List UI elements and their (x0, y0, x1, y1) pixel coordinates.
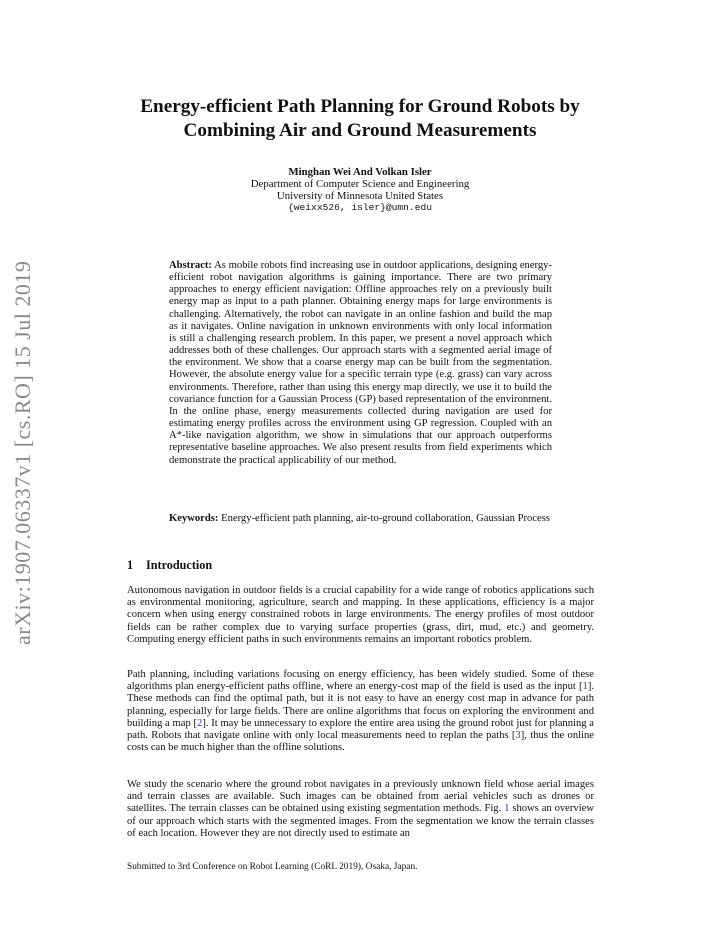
author-department: Department of Computer Science and Engineering (250, 178, 470, 190)
p2-text-d: ], thus the online costs can be much higher than the offline solutions. (127, 730, 594, 754)
paper-title (100, 95, 620, 143)
intro-paragraph-2 (127, 669, 594, 754)
p2-text-c: ]. It may be unnecessary to explore the entire area using the ground robot just for planning a path. Robots that navigate online with only local measurements need to replan the paths [ (127, 717, 594, 742)
author-names: Minghan Wei And Volkan Isler (288, 166, 432, 178)
author-university: University of Minnesota United States (276, 190, 444, 202)
citation-link-2[interactable]: 2 (197, 717, 203, 729)
p3-text-a: We study the scenario where the ground robot navigates in a previously unknown field whose aerial images and terrain classes are available. Such images can be obtained from aerial vehicles such as drones or satellites. The terrain classes can be obtained using existing segmentation methods. Fig. (127, 779, 594, 815)
intro-paragraph-1: Autonomous navigation in outdoor fields is a crucial capability for a wide range of robotics applications such as environmental monitoring, agriculture, search and mapping. In these applications, efficiency is a major concern when using energy constrained robots in large environments. The energy profiles of most outdoor fields can be rather complex due to varying surface properties (grass, dirt, mud, etc.) and geometry. Computing energy efficient paths in such environments remains an important robotics problem. (127, 585, 594, 645)
keywords (169, 513, 552, 525)
section-title: Introduction (146, 558, 213, 572)
section-heading (127, 558, 212, 573)
p2-text-a: Path planning, including variations focusing on energy efficiency, has been widely studied. Some of these algorithms plan energy-efficient paths offline, where an energy-cost map of the field is used as the input [ (127, 669, 594, 693)
section-number: 1 (127, 558, 134, 572)
p3-text-b: shows an overview of our approach which starts with the segmented images. From the segmentation we know the terrain classes of each location. However they are not directly used to estimate an (127, 803, 594, 839)
p2-text-b: ]. These methods can find the optimal path, but it is not easy to have an energy cost map in advance for path planning, especially for large fields. There are online algorithms that focus on exploring the environment and building a map [ (127, 681, 594, 729)
intro-paragraph-3 (127, 779, 594, 840)
author-email: {weixx526, isler}@umn.edu (288, 202, 432, 213)
keywords-label: Keywords: (169, 513, 219, 524)
abstract-label: Abstract: (169, 260, 212, 271)
title-line-2: Combining Air and Ground Measurements (183, 120, 537, 141)
author-block (180, 166, 540, 214)
keywords-text: Energy-efficient path planning, air-to-ground collaboration, Gaussian Process (221, 513, 550, 524)
title-line-1: Energy-efficient Path Planning for Ground Robots by (140, 96, 580, 117)
footer-note: Submitted to 3rd Conference on Robot Learning (CoRL 2019), Osaka, Japan. (127, 862, 418, 872)
abstract (169, 260, 552, 467)
citation-link-1[interactable]: 1 (582, 681, 588, 693)
citation-link-3[interactable]: 3 (515, 730, 521, 742)
figure-link-1[interactable]: 1 (504, 803, 510, 815)
abstract-text: As mobile robots find increasing use in outdoor applications, designing energy-efficient robot navigation algorithms is gaining importance. There are two primary approaches to energy efficient navigation: Offline approaches rely on a previously built energy map as input to a path planner. Obtaining energy maps for large environments is challenging. Alternatively, the robot can navigate in an online fashion and build the map as it navigates. Online navigation in unknown environments with only local information is still a challenging research problem. In this paper, we present a novel approach which addresses both of these challenges. Our approach starts with a segmented aerial image of the environment. We show that a coarse energy map can be built from the segmentation. However, the absolute energy value for a specific terrain type (e.g. grass) can vary across environments. Therefore, rather than using this energy map directly, we use it to build the covariance function for a Gaussian Process (GP) based representation of the environment. In the online phase, energy measurements collected during navigation are used for estimating energy profiles across the environment using GP regression. Coupled with an A*-like navigation algorithm, we show in simulations that our approach outperforms representative baseline approaches. We also present results from field experiments which demonstrate the practical applicability of our method. (169, 260, 552, 466)
arxiv-side-stamp: arXiv:1907.06337v1 [cs.RO] 15 Jul 2019 (10, 260, 35, 645)
